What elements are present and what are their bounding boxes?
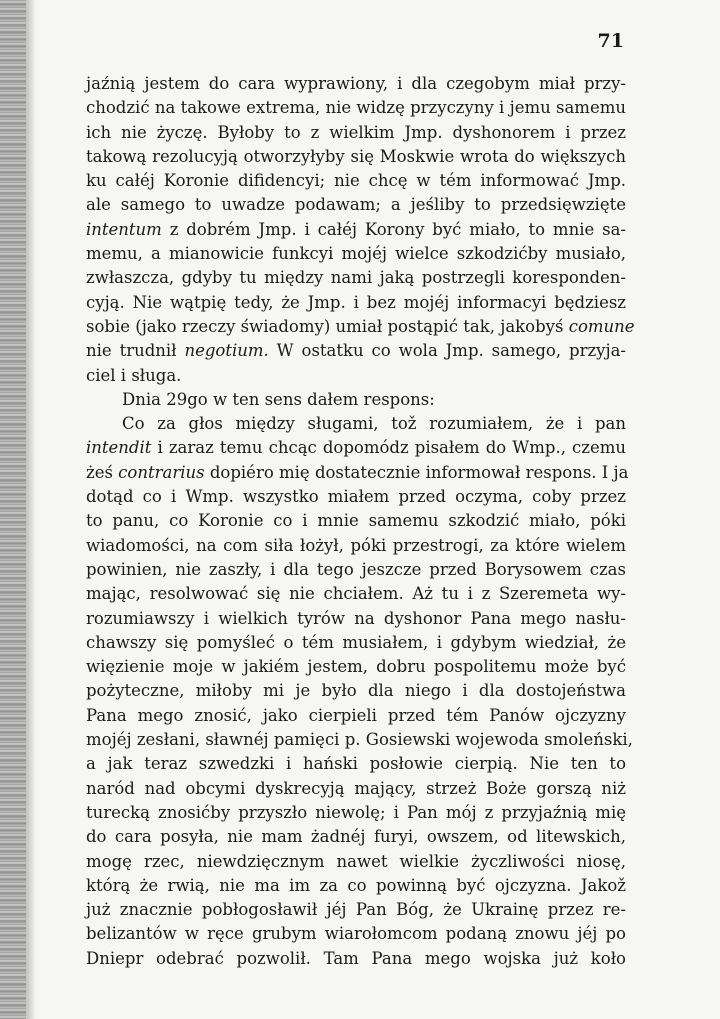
text-span: cyją. Nie wątpię tedy, że Jmp. i bez mojéj informacyi będziesz [86, 292, 626, 312]
text-span: nie trudnił [86, 341, 185, 361]
text-span: którą że rwią, nie ma im za co powinną być ojczyzna. Jakož [86, 875, 626, 895]
text-line [86, 364, 626, 388]
italic-text: contrarius [118, 462, 205, 482]
text-span: turecką znosićby przyszło niewolę; i Pan mój z przyjaźnią mię [86, 802, 626, 822]
text-line [86, 412, 626, 436]
text-span: powinien, nie zaszły, i dla tego jeszcze przed Borysowem czas [86, 559, 626, 579]
text-span: Dnia 29go w ten sens dałem respons: [122, 389, 435, 409]
text-line [86, 339, 626, 363]
text-span: mając, resolwować się nie chciałem. Aż tu i z Szeremeta wy- [86, 584, 626, 604]
text-line [86, 777, 626, 801]
text-line [86, 752, 626, 776]
text-span: do cara posyła, nie mam żadnéj furyi, owszem, od litewskich, [86, 827, 626, 847]
text-line [86, 436, 626, 460]
text-span: i zaraz temu chcąc dopomódz pisałem do Wmp., czemu [151, 438, 626, 458]
text-line [86, 947, 626, 971]
text-span: memu, a mianowicie funkcyi mojéj wielce szkodzićby musiało, [86, 244, 626, 264]
italic-text: comune [568, 316, 635, 336]
text-span: to panu, co Koronie co i mnie samemu szkodzić miało, póki [86, 511, 626, 531]
text-line [86, 485, 626, 509]
text-line [86, 582, 626, 606]
text-line [86, 874, 626, 898]
text-line [86, 266, 626, 290]
text-line [86, 509, 626, 533]
text-line [86, 72, 626, 96]
text-line [86, 728, 633, 752]
text-line [86, 607, 626, 631]
text-span: zwłaszcza, gdyby tu między nami jaką postrzegli koresponden- [86, 268, 626, 288]
text-span: dopiéro mię dostatecznie informował respons. I ja [204, 462, 629, 482]
text-line [86, 704, 626, 728]
text-span: wiadomości, na com siła łożył, póki przestrogi, za które wielem [86, 535, 626, 555]
text-span: Pana mego znosić, jako cierpieli przed tém Panów ojczyzny [86, 705, 626, 725]
text-line [86, 461, 629, 485]
text-span: mogę rzec, niewdzięcznym nawet wielkie życzliwości niosę, [86, 851, 626, 871]
text-span: pożyteczne, miłoby mi je było dla niego i dla dostojeństwa [86, 681, 626, 701]
text-span: żeś [86, 462, 119, 482]
text-span: z dobrém Jmp. i całéj Korony być miało, to mnie sa- [161, 219, 626, 239]
text-span: ale samego to uwadze podawam; a jeśliby to przedsięwzięte [86, 195, 626, 215]
text-line [86, 121, 626, 145]
text-span: ciel i sługa. [86, 365, 182, 385]
book-spine-edge [0, 0, 26, 1019]
text-span: takową rezolucyją otworzyłyby się Moskwie wrota do większych [86, 146, 626, 166]
text-span: Dniepr odebrać pozwolił. Tam Pana mego wojska już koło [86, 948, 626, 968]
text-line [86, 534, 626, 558]
text-line [86, 558, 626, 582]
text-span: chodzić na takowe extrema, nie widzę przyczyny i jemu samemu [86, 98, 626, 118]
text-line [86, 801, 626, 825]
text-line [86, 825, 626, 849]
text-line [86, 922, 626, 946]
text-line [86, 850, 626, 874]
body-text [86, 72, 635, 971]
text-span: jaźnią jestem do cara wyprawiony, i dla czegobym miał przy- [86, 74, 626, 93]
italic-text: negotium. [184, 341, 269, 361]
text-span: ich nie życzę. Byłoby to z wielkim Jmp. dyshonorem i przez [86, 122, 626, 142]
text-span: W ostatku co wola Jmp. samego, przyja- [268, 341, 626, 361]
text-span: naród nad obcymi dyskrecyją mający, strzeż Boże gorszą niż [86, 778, 626, 798]
text-span: więzienie moje w jakiém jestem, dobru pospolitemu może być [86, 657, 626, 677]
text-span: już znacznie pobłogosławił jéj Pan Bóg, że Ukrainę przez re- [86, 900, 626, 920]
text-line [86, 388, 626, 412]
text-line [86, 631, 626, 655]
italic-text: intendit [86, 438, 152, 458]
text-span: Co za głos między sługami, tož rozumiałem, że i pan [122, 414, 626, 434]
text-line [86, 169, 626, 193]
text-line [86, 898, 626, 922]
text-line [86, 242, 626, 266]
text-line [86, 679, 626, 703]
italic-text: intentum [86, 219, 162, 239]
text-line [86, 218, 626, 242]
text-line [86, 291, 626, 315]
text-span: ku całéj Koronie difidencyi; nie chcę w tém informować Jmp. [86, 171, 626, 191]
text-line [86, 315, 635, 339]
text-span: chawszy się pomyśleć o tém musiałem, i gdybym wiedział, że [86, 632, 626, 652]
text-span: dotąd co i Wmp. wszystko miałem przed oczyma, coby przez [86, 487, 626, 507]
page-number: 71 [597, 30, 624, 52]
text-span: mojéj zesłani, sławnéj pamięci p. Gosiewski wojewoda smoleński, [86, 730, 633, 750]
text-span: sobie (jako rzeczy świadomy) umiał postąpić tak, jakobyś [86, 316, 569, 336]
text-span: rozumiawszy i wielkich tyrów na dyshonor Pana mego nasłu- [86, 608, 626, 628]
text-span: a jak teraz szwedzki i hański posłowie cierpią. Nie ten to [86, 754, 626, 774]
text-line [86, 193, 626, 217]
text-span: belizantów w ręce grubym wiarołomcom podaną znowu jéj po [86, 924, 626, 944]
text-line [86, 655, 626, 679]
text-line [86, 96, 626, 120]
text-line [86, 145, 626, 169]
